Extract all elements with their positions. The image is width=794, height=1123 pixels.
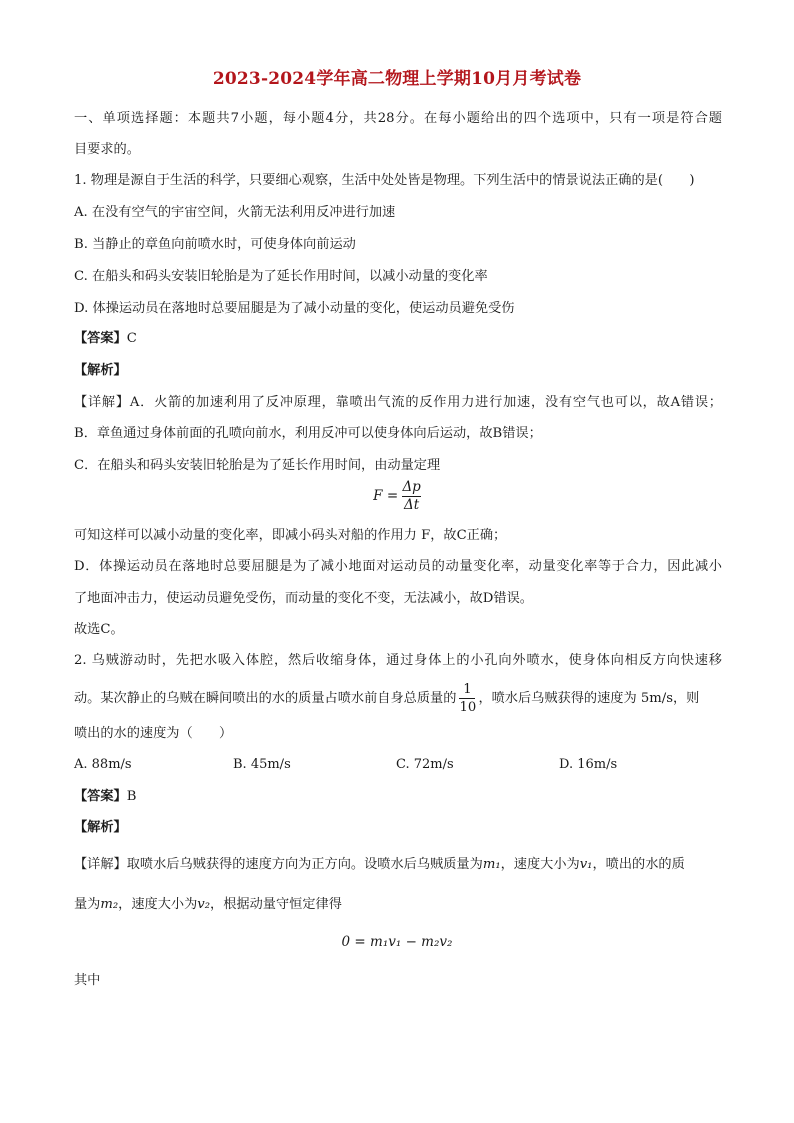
q2-detail-text: ，喷出的水的质 — [592, 857, 685, 872]
q2-option-b: B. 45m/s — [233, 757, 291, 772]
q2-detail-text: ，速度大小为 — [118, 897, 198, 912]
q1-option-d: D. 体操运动员在落地时总要屈腿是为了减小动量的变化，使运动员避免受伤 — [74, 301, 515, 316]
q1-stem: 1. 物理是源自于生活的科学，只要细心观察，生活中处处皆是物理。下列生活中的情景说法正确的是( ) — [74, 173, 695, 188]
q1-answer — [74, 330, 137, 348]
q2-mass-fraction — [459, 682, 475, 715]
q1-conclusion: 故选C。 — [74, 622, 124, 637]
q2-detail-text: 量为 — [74, 897, 101, 912]
q1-option-c: C. 在船头和码头安装旧轮胎是为了延长作用时间，以减小动量的变化率 — [74, 269, 488, 284]
q2-option-c: C. 72m/s — [396, 757, 454, 772]
q2-symbol-v2: v₂ — [197, 897, 211, 912]
section-heading-line2: 目要求的。 — [74, 142, 140, 157]
q1-formula-fraction — [402, 480, 420, 513]
q2-tail: 其中 — [74, 973, 101, 988]
q2-detail-line1 — [74, 856, 685, 874]
q1-detail-c: C．在船头和码头安装旧轮胎是为了延长作用时间，由动量定理 — [74, 458, 441, 473]
q2-option-d: D. 16m/s — [559, 757, 618, 772]
q1-answer-tag: 【答案】 — [74, 331, 127, 346]
q2-option-a: A. 88m/s — [74, 757, 132, 772]
q2-stem-line2-a: 动。某次静止的乌贼在瞬间喷出的水的质量占喷水前自身总质量的 — [74, 691, 457, 706]
q1-analysis-tag: 【解析】 — [74, 363, 127, 378]
fraction-bar — [459, 698, 475, 699]
q1-option-a: A. 在没有空气的宇宙空间，火箭无法利用反冲进行加速 — [74, 205, 396, 220]
q2-answer-value: B — [126, 789, 137, 804]
q1-formula-lhs: F = — [373, 488, 399, 504]
page-title: 2023-2024学年高二物理上学期10月月考试卷 — [212, 69, 582, 89]
q2-detail-text: ，速度大小为 — [500, 857, 580, 872]
q1-option-b: B. 当静止的章鱼向前喷水时，可使身体向前运动 — [74, 237, 356, 252]
q2-answer — [74, 788, 136, 806]
q1-formula-denominator: Δt — [404, 497, 420, 513]
q2-stem-line2-b: ，喷水后乌贼获得的速度为 5m/s，则 — [478, 691, 700, 706]
q1-answer-value: C — [126, 331, 137, 346]
q2-stem-line3: 喷出的水的速度为（ ） — [74, 726, 233, 741]
q2-answer-tag: 【答案】 — [74, 789, 127, 804]
q1-detail-a: 【详解】A．火箭的加速利用了反冲原理，靠喷出气流的反作用力进行加速，没有空气也可以，故A错误； — [74, 395, 722, 410]
q2-detail-text: 【详解】取喷水后乌贼获得的速度方向为正方向。设喷水后乌贼质量为 — [74, 857, 483, 872]
section-heading-line1: 一、单项选择题：本题共7小题，每小题4分，共28分。在每小题给出的四个选项中，只有一项是符合题 — [74, 111, 722, 126]
q2-fraction-numerator: 1 — [463, 682, 472, 697]
q1-detail-d2: 了地面冲击力，使运动员避免受伤，而动量的变化不变，无法减小，故D错误。 — [74, 591, 533, 606]
q1-formula-numerator: Δp — [402, 479, 421, 495]
q2-detail-text: ，根据动量守恒定律得 — [210, 897, 342, 912]
q1-detail-d1: D．体操运动员在落地时总要屈腿是为了减小地面对运动员的动量变化率，动量变化率等于合力，因此减小 — [74, 559, 722, 574]
q1-detail-b: B．章鱼通过身体前面的孔喷向前水，利用反冲可以使身体向后运动，故B错误； — [74, 426, 542, 441]
q2-momentum-equation: 0 = m₁v₁ − m₂v₂ — [341, 934, 453, 950]
q1-formula — [0, 480, 794, 513]
q2-stem-line1: 2. 乌贼游动时，先把水吸入体腔，然后收缩身体，通过身体上的小孔向外喷水，使身体向相反方向快速移 — [74, 653, 722, 668]
q1-detail-c2: 可知这样可以减小动量的变化率，即减小码头对船的作用力 F，故C正确； — [74, 528, 507, 543]
q2-symbol-m2: m₂ — [100, 897, 119, 912]
q2-analysis-tag: 【解析】 — [74, 820, 127, 835]
q2-stem-line2 — [74, 682, 699, 715]
q2-detail-line2 — [74, 896, 342, 914]
q2-fraction-denominator: 10 — [459, 700, 477, 715]
q2-symbol-m1: m₁ — [482, 857, 501, 872]
q2-symbol-v1: v₁ — [579, 857, 593, 872]
